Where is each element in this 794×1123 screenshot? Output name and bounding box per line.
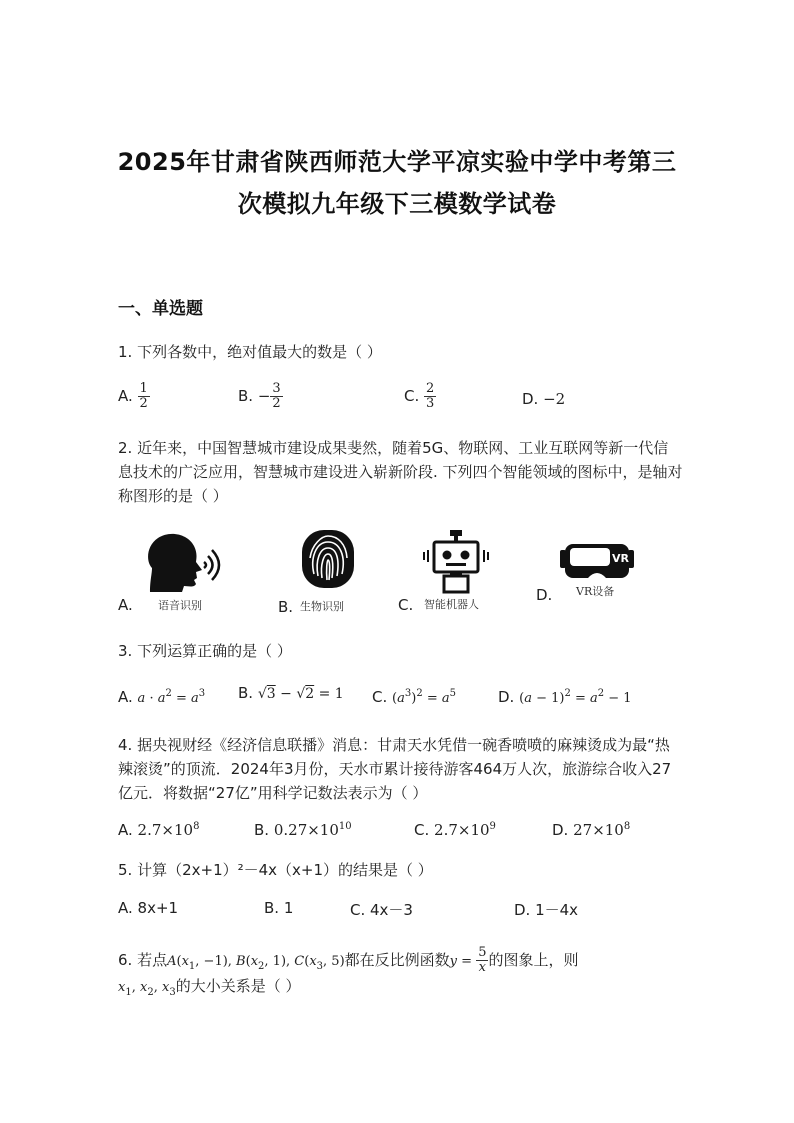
question-4-stem: 4. 据央视财经《经济信息联播》消息：甘肃天水凭借一碗香喷喷的麻辣烫成为最“热辣滚烫”的顶流．2024年3月份，天水市累计接待游客464万人次，旅游综合收入27亿元．将数据“27亿”用科学记数法表示为（ ） <box>118 736 672 802</box>
q1-option-c <box>404 382 436 411</box>
q1-option-b: B. − $\frac{3}{2}$ <box>238 381 281 411</box>
question-3-stem: 3. 下列运算正确的是（ ） <box>118 642 292 660</box>
option-label: B. <box>254 821 270 839</box>
q2-option-b-label: B. <box>278 598 294 616</box>
question-2-stem: 2. 近年来，中国智慧城市建设成果斐然，随着5G、物联网、工业互联网等新一代信息技术的广泛应用，智慧城市建设进入崭新阶段. 下列四个智能领域的图标中，是轴对称图形的是（ ） <box>118 439 683 505</box>
option-label: A. <box>118 387 133 405</box>
q2-option-a-label: A. <box>118 596 133 614</box>
fraction: $\frac{5}{x}$ <box>478 945 487 975</box>
q5-option-b: B. 1 <box>264 899 294 917</box>
vr-headset-icon <box>560 542 634 580</box>
q3-option-a: A. $a \cdot a^2 = a^3$ <box>118 688 206 706</box>
question-6-line-2: $x_1$, $x_2$, $x_3$的大小关系是（ ） <box>118 977 301 998</box>
option-label: D. <box>522 390 539 408</box>
q2-caption-a: 语音识别 <box>158 599 202 612</box>
q4-option-a: A. $2.7\times 10^8$ <box>118 821 200 839</box>
q2-caption-b: 生物识别 <box>300 600 344 613</box>
q4-option-d: D. $27\times 10^8$ <box>552 821 631 839</box>
q3-option-b: B. √3 − √2 = 1 <box>238 684 344 702</box>
robot-icon <box>420 530 492 594</box>
question-5-stem: 5. 计算（2x+1）²－4x（x+1）的结果是（ ） <box>118 861 433 879</box>
title-line-2: 次模拟九年级下三模数学试卷 <box>237 190 557 218</box>
option-label: A. <box>118 821 133 839</box>
q4-option-b: B. $0.27\times 10^{10}$ <box>254 821 352 839</box>
question-6-stem: 6. 若点$A(x_1$, −1), $B(x_2$, 1), $C(x_3$, 5)都在反比例函数y = $\frac{5}{x}$ 的图象上，则 <box>118 945 579 975</box>
option-label: D. <box>552 821 569 839</box>
q2-option-d-label: D. <box>536 586 553 604</box>
q5-option-c: C. 4x－3 <box>350 901 413 919</box>
q4-option-c: C. $2.7\times 10^9$ <box>414 821 496 839</box>
q2-caption-c: 智能机器人 <box>424 598 479 611</box>
fraction: $\frac{1}{2}$ <box>139 381 148 411</box>
fingerprint-icon <box>300 528 356 590</box>
option-label: C. <box>404 387 420 405</box>
q3-option-d: D. $(a - 1)^2 = a^2 - 1$ <box>498 688 632 706</box>
title-line-1: 2025年甘肃省陕西师范大学平凉实验中学中考第三 <box>117 148 677 176</box>
q1-option-a <box>118 382 150 411</box>
q2-caption-d: VR设备 <box>576 585 615 598</box>
option-label: D. <box>498 688 515 706</box>
option-label: C. <box>372 688 388 706</box>
q3-option-c: C. $(a^3)^2 = a^5$ <box>372 688 457 706</box>
section-heading: 一、单选题 <box>118 299 203 319</box>
q5-option-a: A. 8x+1 <box>118 899 179 917</box>
fraction: $\frac{3}{2}$ <box>272 381 281 411</box>
option-label: C. <box>414 821 430 839</box>
question-1-stem: 1. 下列各数中，绝对值最大的数是（ ） <box>118 343 382 361</box>
option-label: B. <box>238 684 254 702</box>
q2-option-c-label: C. <box>398 596 414 614</box>
q5-option-d: D. 1－4x <box>514 901 579 919</box>
option-label: B. <box>238 387 254 405</box>
fraction: $\frac{2}{3}$ <box>426 381 435 411</box>
speech-recognition-icon <box>144 532 224 594</box>
option-label: A. <box>118 688 133 706</box>
q1-option-d: D. −2 <box>522 390 566 408</box>
vr-label: VR <box>612 552 629 565</box>
